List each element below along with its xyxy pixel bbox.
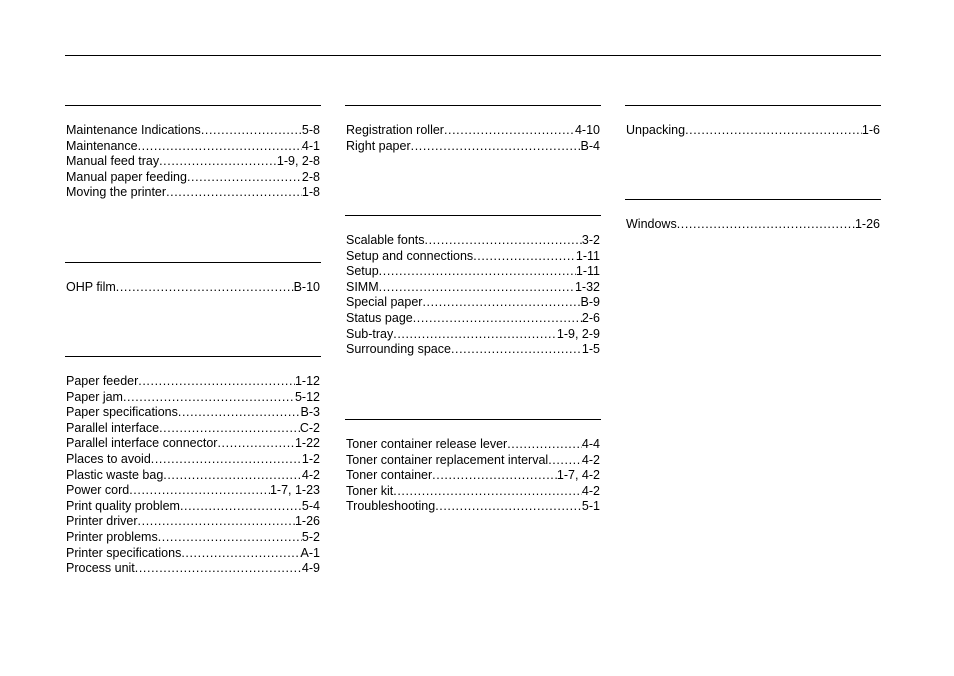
index-entry: [345, 280, 601, 296]
index-term: Surrounding space: [346, 342, 451, 357]
page-reference: 4-9: [301, 561, 320, 576]
index-term: Printer specifications: [66, 545, 182, 560]
index-entry: [65, 483, 321, 499]
index-term: Power cord: [66, 483, 130, 498]
page-reference: A-1: [300, 545, 320, 560]
dot-leader: [379, 280, 575, 296]
index-term: SIMM: [346, 279, 379, 294]
page-reference: 1-9, 2-8: [276, 154, 320, 169]
page-reference: 5-8: [301, 123, 320, 137]
dot-leader: [166, 185, 302, 201]
section-rule: [345, 215, 601, 216]
entry-list: [65, 123, 321, 201]
index-entry: [65, 154, 321, 170]
index-term: Troubleshooting: [346, 499, 436, 514]
index-section-p: [65, 356, 321, 577]
index-term: Right paper: [346, 138, 411, 153]
index-entry: [345, 437, 601, 453]
dot-leader: [123, 390, 295, 406]
page-reference: 5-4: [301, 498, 320, 513]
index-entry: [65, 452, 321, 468]
dot-leader: [201, 123, 302, 139]
index-term: Manual paper feeding: [66, 169, 187, 184]
index-entry: [65, 139, 321, 155]
page-reference: C-2: [299, 420, 320, 435]
section-rule: [65, 105, 321, 106]
dot-leader: [411, 139, 581, 155]
entry-list: [345, 437, 601, 515]
page-reference: 4-4: [581, 437, 600, 451]
index-entry: [65, 390, 321, 406]
section-rule: [625, 105, 881, 106]
page-reference: 1-8: [301, 185, 320, 200]
index-term: Maintenance: [66, 138, 138, 153]
page-reference: 1-6: [861, 123, 880, 137]
dot-leader: [181, 546, 300, 562]
dot-leader: [159, 421, 300, 437]
page-reference: 3-2: [581, 233, 600, 247]
dot-leader: [159, 154, 277, 170]
index-term: Places to avoid: [66, 451, 151, 466]
dot-leader: [217, 436, 294, 452]
index-term: Setup: [346, 264, 379, 279]
index-section-m: [65, 105, 321, 201]
entry-list: [345, 123, 601, 154]
index-term: Registration roller: [346, 123, 444, 137]
dot-leader: [138, 514, 295, 530]
dot-leader: [432, 468, 557, 484]
index-section-t: [345, 419, 601, 515]
entry-list: [65, 374, 321, 577]
index-section-w: [625, 199, 881, 233]
page-reference: 1-7, 1-23: [269, 483, 320, 498]
dot-leader: [158, 530, 302, 546]
index-term: Toner container replacement interval: [346, 452, 549, 467]
index-term: Special paper: [346, 295, 423, 310]
dot-leader: [116, 280, 294, 296]
index-entry: [345, 139, 601, 155]
dot-leader: [393, 327, 557, 343]
dot-leader: [548, 453, 582, 469]
index-term: OHP film: [66, 280, 116, 294]
index-section-o: [65, 262, 321, 296]
index-term: Print quality problem: [66, 498, 180, 513]
index-term: Paper jam: [66, 389, 123, 404]
page-reference: 2-6: [581, 310, 600, 325]
index-entry: [345, 327, 601, 343]
index-entry: [65, 280, 321, 296]
index-entry: [625, 123, 881, 139]
index-term: Status page: [346, 310, 413, 325]
index-entry: [65, 499, 321, 515]
header-rule: [65, 55, 881, 56]
index-term: Maintenance Indications: [66, 123, 201, 137]
dot-leader: [685, 123, 862, 139]
section-rule: [345, 105, 601, 106]
index-entry: [345, 264, 601, 280]
page-reference: 5-2: [301, 529, 320, 544]
section-rule: [345, 419, 601, 420]
dot-leader: [129, 483, 270, 499]
dot-leader: [413, 311, 582, 327]
index-term: Unpacking: [626, 123, 686, 137]
page-reference: 4-2: [581, 483, 600, 498]
index-section-u: [625, 105, 881, 139]
index-entry: [65, 185, 321, 201]
index-entry: [345, 499, 601, 515]
page-reference: 1-11: [575, 248, 600, 263]
index-term: Parallel interface connector: [66, 436, 218, 451]
index-term: Paper specifications: [66, 405, 178, 420]
dot-leader: [451, 342, 582, 358]
index-term: Plastic waste bag: [66, 467, 164, 482]
dot-leader: [138, 139, 302, 155]
index-entry: [345, 342, 601, 358]
dot-leader: [444, 123, 575, 139]
page-reference: 4-2: [301, 467, 320, 482]
page-reference: 4-1: [301, 138, 320, 153]
page-reference: 1-7, 4-2: [556, 468, 600, 483]
index-term: Process unit: [66, 561, 135, 576]
page-reference: 1-26: [854, 217, 880, 231]
dot-leader: [393, 484, 582, 500]
page-reference: 1-11: [575, 264, 600, 279]
index-term: Toner container: [346, 468, 433, 483]
page-reference: 4-2: [581, 452, 600, 467]
index-term: Parallel interface: [66, 420, 160, 435]
page-reference: 1-26: [294, 514, 320, 529]
dot-leader: [507, 437, 582, 453]
index-entry: [65, 170, 321, 186]
index-entry: [65, 514, 321, 530]
index-term: Moving the printer: [66, 185, 167, 200]
dot-leader: [422, 295, 580, 311]
page-reference: 4-10: [574, 123, 600, 137]
index-entry: [65, 561, 321, 577]
index-term: Printer driver: [66, 514, 138, 529]
index-entry: [65, 530, 321, 546]
dot-leader: [180, 499, 302, 515]
dot-leader: [425, 233, 582, 249]
dot-leader: [178, 405, 301, 421]
index-entry: [345, 453, 601, 469]
page-reference: B-4: [580, 138, 600, 153]
page-reference: B-9: [580, 295, 600, 310]
index-term: Paper feeder: [66, 374, 139, 388]
page-reference: 2-8: [301, 169, 320, 184]
entry-list: [625, 123, 881, 139]
page-reference: 5-1: [581, 499, 600, 514]
dot-leader: [187, 170, 302, 186]
index-term: Setup and connections: [346, 248, 474, 263]
entry-list: [625, 217, 881, 233]
dot-leader: [435, 499, 582, 515]
page-reference: 1-9, 2-9: [556, 326, 600, 341]
index-entry: [65, 374, 321, 390]
section-rule: [65, 262, 321, 263]
entry-list: [65, 280, 321, 296]
index-term: Sub-tray: [346, 326, 394, 341]
page-reference: B-10: [293, 280, 320, 294]
page-reference: 1-22: [294, 436, 320, 451]
index-term: Toner kit: [346, 483, 394, 498]
dot-leader: [135, 561, 302, 577]
index-entry: [345, 295, 601, 311]
page-reference: B-3: [300, 405, 320, 420]
page-reference: 1-2: [301, 451, 320, 466]
page-reference: 1-5: [581, 342, 600, 357]
dot-leader: [379, 264, 576, 280]
index-entry: [65, 123, 321, 139]
index-term: Scalable fonts: [346, 233, 425, 247]
index-entry: [65, 546, 321, 562]
index-entry: [65, 421, 321, 437]
dot-leader: [151, 452, 302, 468]
index-term: Manual feed tray: [66, 154, 160, 169]
index-entry: [625, 217, 881, 233]
section-rule: [65, 356, 321, 357]
index-entry: [345, 233, 601, 249]
entry-list: [345, 233, 601, 358]
index-entry: [345, 123, 601, 139]
index-entry: [65, 436, 321, 452]
index-section-r: [345, 105, 601, 154]
page-reference: 5-12: [294, 389, 320, 404]
page-reference: 1-12: [294, 374, 320, 388]
index-entry: [65, 468, 321, 484]
index-term: Windows: [626, 217, 677, 231]
dot-leader: [677, 217, 855, 233]
section-rule: [625, 199, 881, 200]
index-section-s: [345, 215, 601, 358]
page-reference: 1-32: [574, 279, 600, 294]
dot-leader: [163, 468, 302, 484]
index-entry: [345, 468, 601, 484]
dot-leader: [138, 374, 295, 390]
index-term: Printer problems: [66, 529, 158, 544]
index-entry: [345, 484, 601, 500]
index-entry: [345, 249, 601, 265]
index-term: Toner container release lever: [346, 437, 508, 451]
dot-leader: [473, 249, 576, 265]
index-entry: [65, 405, 321, 421]
index-entry: [345, 311, 601, 327]
